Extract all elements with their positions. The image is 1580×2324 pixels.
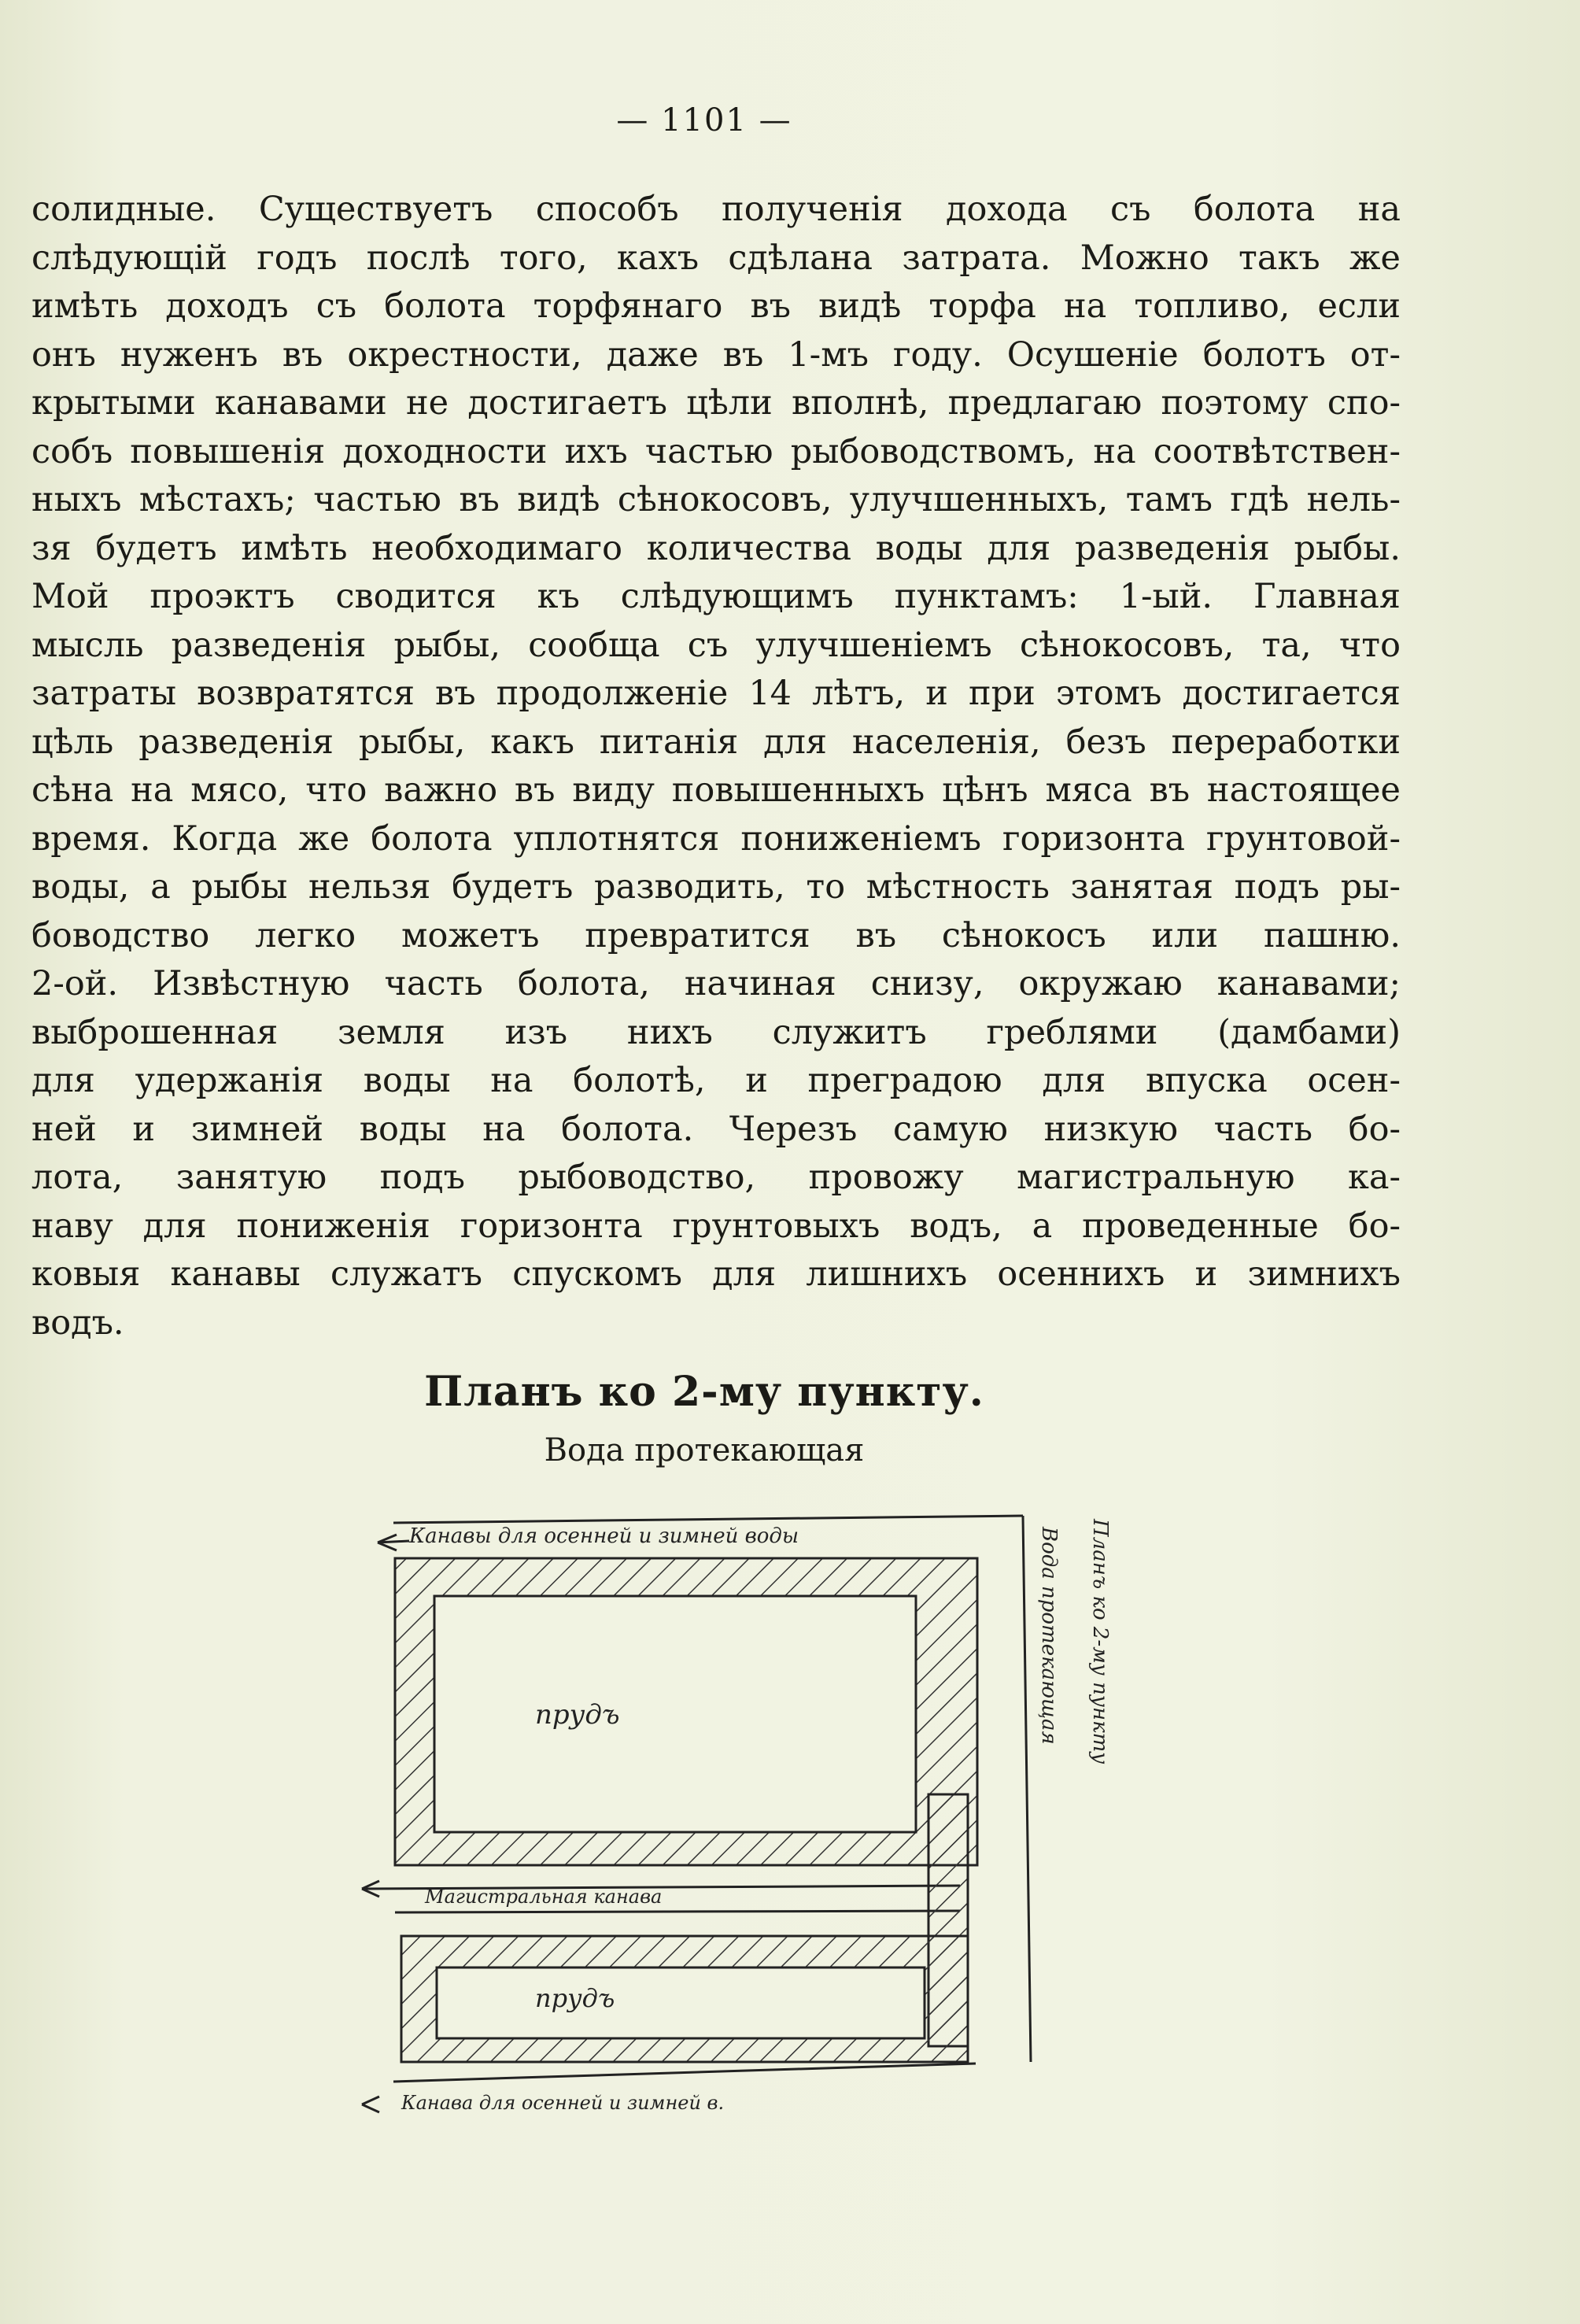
text-line: боводство легко можетъ превратится въ сѣнокосъ или пашню. — [31, 915, 1401, 955]
text-line: воды, а рыбы нельзя будетъ разводить, то мѣстность занятая подъ ры- — [31, 867, 1401, 907]
text-line: зя будетъ имѣть необходимаго количества воды для разведенія рыбы. — [31, 528, 1401, 568]
plan-subheading: Вода протекающая — [544, 1432, 865, 1469]
text-line: 2-ой. Извѣстную часть болота, начиная снизу, окружаю канавами; — [31, 964, 1401, 1003]
text-line: собъ повышенія доходности ихъ частью рыбоводствомъ, на соотвѣтствен- — [31, 431, 1401, 471]
right-channel-note: Вода протекающая — [1037, 1527, 1061, 1745]
text-line: имѣть доходъ съ болота торфянаго въ видѣ торфа на топливо, если — [31, 286, 1401, 326]
text-line: лота, занятую подъ рыбоводство, провожу магистральную ка- — [31, 1158, 1401, 1197]
body-paragraph — [31, 186, 1401, 1347]
main-ditch-label: Магистральная канава — [425, 1886, 663, 1908]
lower-pond — [401, 1936, 968, 2062]
text-line: мысль разведенія рыбы, сообща съ улучшеніемъ сѣнокосовъ, та, что — [31, 625, 1401, 665]
pond-lower-label: прудъ — [535, 1983, 615, 2013]
text-line: Мой проэктъ сводится къ слѣдующимъ пунктамъ: 1-ый. Главная — [31, 577, 1401, 616]
text-line: цѣль разведенія рыбы, какъ питанія для населенія, безъ переработки — [31, 722, 1401, 762]
text-line: сѣна на мясо, что важно въ виду повышенныхъ цѣнъ мяса въ настоящее — [31, 770, 1401, 810]
text-line: наву для пониженія горизонта грунтовыхъ водъ, а проведенные бо- — [31, 1206, 1401, 1246]
top-ditch-label: Канавы для осенней и зимней воды — [409, 1524, 799, 1548]
page-number: — 1101 — — [616, 102, 792, 139]
arrow-left-icon — [362, 2097, 379, 2112]
main-ditch — [362, 1881, 960, 1912]
text-line: слѣдующій годъ послѣ того, кахъ сдѣлана затрата. Можно такъ же — [31, 238, 1401, 278]
pond-plan-sketch — [346, 1495, 1125, 2125]
arrow-left-icon — [378, 1535, 409, 1550]
text-line: водъ. — [31, 1302, 124, 1343]
bottom-ditch-label: Канава для осенней и зимней в. — [401, 2092, 725, 2114]
text-line: ныхъ мѣстахъ; частью въ видѣ сѣнокосовъ, улучшенныхъ, тамъ гдѣ нель- — [31, 480, 1401, 519]
text-line: затраты возвратятся въ продолженіе 14 лѣтъ, и при этомъ достигается — [31, 674, 1401, 713]
text-line: время. Когда же болота уплотнятся пониженіемъ горизонта грунтовой- — [31, 818, 1401, 859]
plan-heading: Планъ ко 2-му пункту. — [424, 1368, 984, 1416]
text-line: ковыя канавы служатъ спускомъ для лишнихъ осеннихъ и зимнихъ — [31, 1254, 1401, 1294]
upper-pond — [395, 1558, 977, 1865]
text-line: крытыми канавами не достигаетъ цѣли вполнѣ, предлагаю поэтому спо- — [31, 383, 1401, 423]
side-note: Планъ ко 2-му пункту — [1088, 1519, 1112, 1764]
text-line: выброшенная земля изъ нихъ служитъ греблями (дамбами) — [31, 1012, 1401, 1052]
pond-upper-label: прудъ — [535, 1699, 620, 1731]
text-line: солидные. Существуетъ способъ полученія дохода съ болота на — [31, 190, 1401, 229]
text-line: онъ нуженъ въ окрестности, даже въ 1-мъ году. Осушеніе болотъ от- — [31, 334, 1401, 375]
text-line: ней и зимней воды на болота. Черезъ самую низкую часть бо- — [31, 1109, 1401, 1149]
text-line: для удержанія воды на болотѣ, и преградою для впуска осен- — [31, 1061, 1401, 1100]
